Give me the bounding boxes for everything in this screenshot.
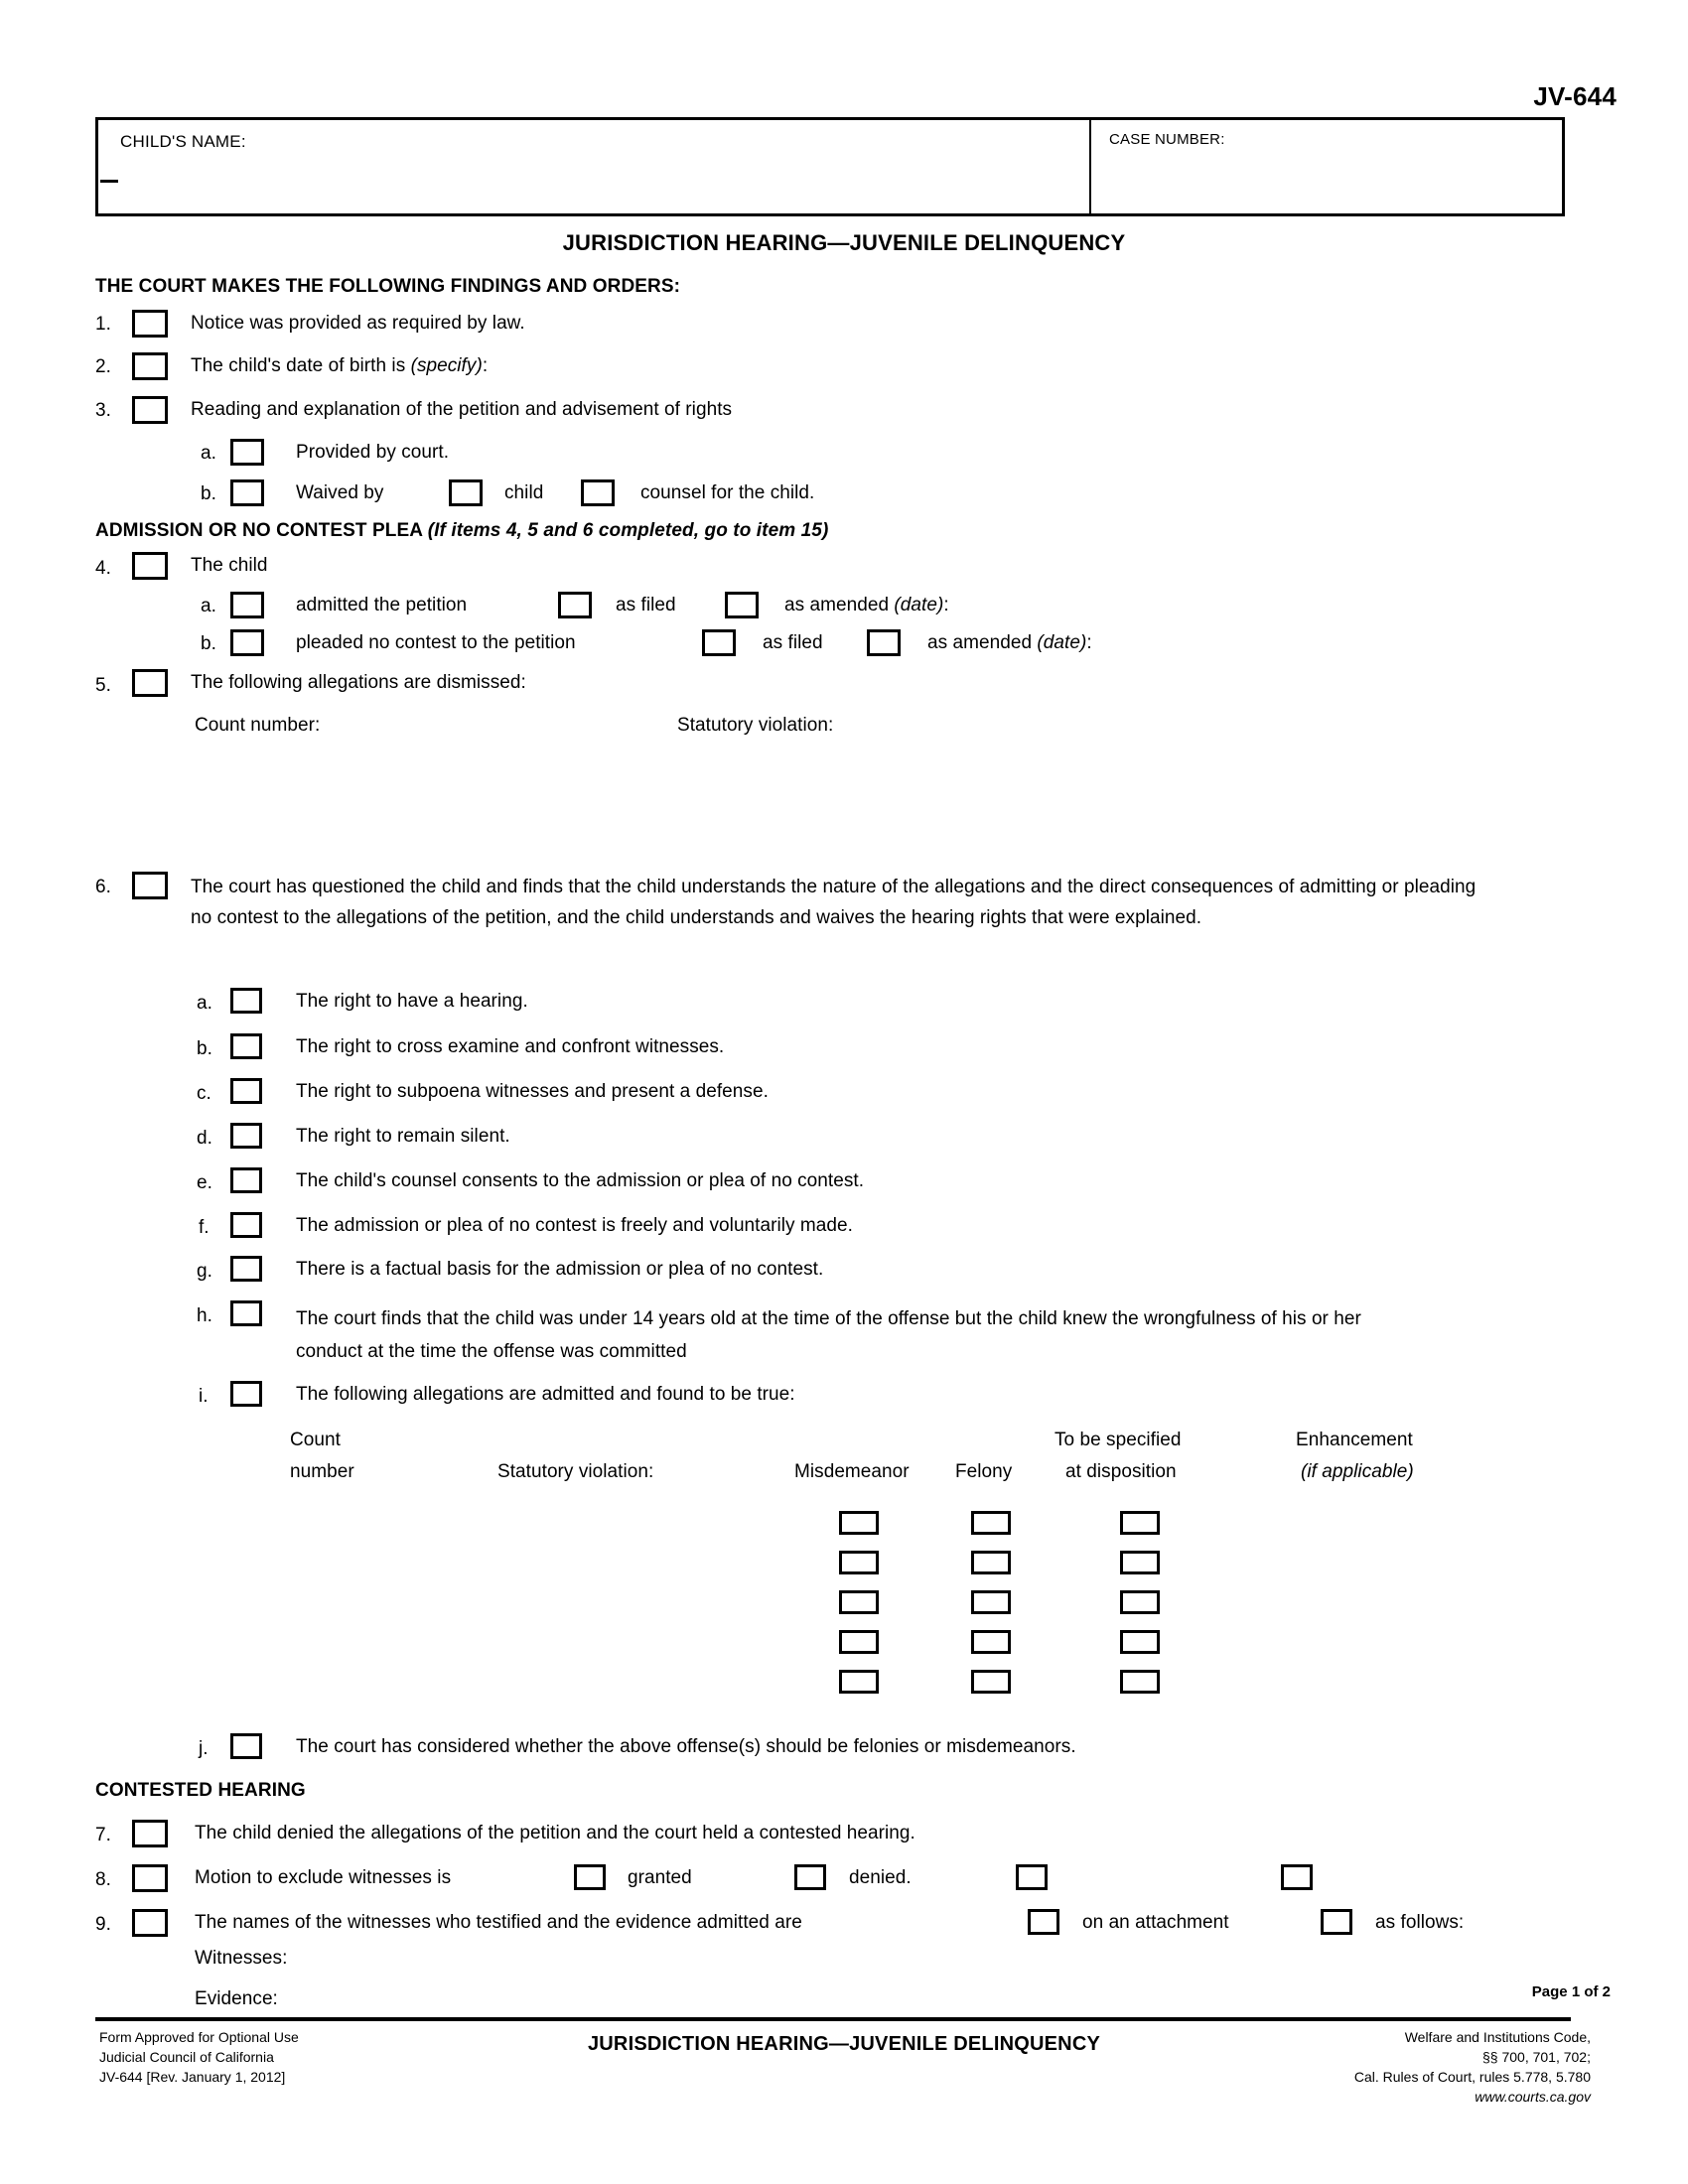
item-3b-text: Waived by [296, 482, 384, 503]
table-row-5-disposition-checkbox[interactable] [1120, 1670, 1160, 1694]
footer-url: www.courts.ca.gov [1475, 2089, 1591, 2105]
item-6d-text: The right to remain silent. [296, 1126, 510, 1147]
table-header-enhancement-line1: Enhancement [1296, 1430, 1413, 1450]
item-8-denied-checkbox[interactable] [794, 1864, 826, 1890]
footer-title: JURISDICTION HEARING—JUVENILE DELINQUENCY [587, 2033, 1101, 2055]
admission-heading-main: ADMISSION OR NO CONTEST PLEA [95, 520, 428, 541]
footer-approval-line: Form Approved for Optional Use [99, 2029, 299, 2045]
item-3-number: 3. [95, 400, 111, 421]
item-4-number: 4. [95, 558, 111, 579]
page-indicator: Page 1 of 2 [1531, 1983, 1611, 2000]
item-4-checkbox[interactable] [132, 552, 168, 580]
table-row-2-felony-checkbox[interactable] [971, 1551, 1011, 1574]
child-name-label: CHILD'S NAME: [120, 132, 246, 151]
item-2-text-part1: The child's date of birth is [191, 355, 411, 376]
item-3b-child-label: child [504, 482, 544, 503]
item-4b-asfiled-checkbox[interactable] [702, 629, 736, 656]
item-2-text [191, 355, 488, 377]
item-9-witnesses-label: Witnesses: [195, 1948, 288, 1969]
item-8-text: Motion to exclude witnesses is [195, 1867, 452, 1888]
case-number-label: CASE NUMBER: [1109, 131, 1225, 148]
item-7-checkbox[interactable] [132, 1820, 168, 1847]
table-header-misdemeanor: Misdemeanor [794, 1461, 910, 1482]
contested-heading: CONTESTED HEARING [95, 1780, 306, 1801]
item-4a-asfiled-checkbox[interactable] [558, 592, 592, 618]
item-3b-checkbox[interactable] [230, 479, 264, 506]
form-number: JV-644 [1533, 81, 1617, 111]
item-6a-letter: a. [197, 993, 212, 1014]
item-4b-colon: : [1086, 632, 1092, 653]
item-6a-text: The right to have a hearing. [296, 991, 528, 1012]
item-9-attachment-label: on an attachment [1082, 1912, 1229, 1933]
item-3b-counsel-checkbox[interactable] [581, 479, 615, 506]
item-4a-asamended-text: as amended [784, 595, 895, 615]
table-header-count-line2: number [290, 1461, 354, 1482]
item-1-number: 1. [95, 314, 111, 335]
item-6j-letter: j. [199, 1738, 209, 1759]
footer-divider [95, 2017, 1571, 2021]
item-4a-asamended-label [784, 595, 949, 616]
item-4a-date: (date) [894, 595, 944, 615]
case-number-cell[interactable] [1091, 120, 1562, 213]
item-6e-checkbox[interactable] [230, 1167, 262, 1193]
item-8-extra-checkbox-2[interactable] [1281, 1864, 1313, 1890]
item-6d-checkbox[interactable] [230, 1123, 262, 1149]
item-4a-asfiled-label: as filed [616, 595, 676, 615]
item-3a-checkbox[interactable] [230, 439, 264, 466]
table-row-4-misdemeanor-checkbox[interactable] [839, 1630, 879, 1654]
item-3b-child-checkbox[interactable] [449, 479, 483, 506]
caption-box [95, 117, 1565, 216]
table-header-enhancement-line2: (if applicable) [1301, 1461, 1414, 1482]
item-6f-text: The admission or plea of no contest is freely and voluntarily made. [296, 1215, 853, 1236]
table-row-5-felony-checkbox[interactable] [971, 1670, 1011, 1694]
item-6b-checkbox[interactable] [230, 1033, 262, 1059]
item-3a-letter: a. [201, 443, 216, 464]
item-5-count-label: Count number: [195, 715, 321, 736]
item-6e-letter: e. [197, 1172, 212, 1193]
item-6c-text: The right to subpoena witnesses and present a defense. [296, 1081, 769, 1102]
item-6a-checkbox[interactable] [230, 988, 262, 1014]
table-row-3-misdemeanor-checkbox[interactable] [839, 1590, 879, 1614]
findings-heading: THE COURT MAKES THE FOLLOWING FINDINGS AND ORDERS: [95, 276, 681, 297]
item-1-text: Notice was provided as required by law. [191, 313, 525, 334]
table-header-felony: Felony [955, 1461, 1013, 1482]
table-row-3-felony-checkbox[interactable] [971, 1590, 1011, 1614]
item-6f-checkbox[interactable] [230, 1212, 262, 1238]
item-3b-letter: b. [201, 483, 216, 504]
table-row-2-disposition-checkbox[interactable] [1120, 1551, 1160, 1574]
footer-revision-line: JV-644 [Rev. January 1, 2012] [99, 2069, 286, 2085]
table-row-2-misdemeanor-checkbox[interactable] [839, 1551, 879, 1574]
item-4b-asamended-label [927, 632, 1092, 654]
item-6h-text: The court finds that the child was under 14 years old at the time of the offense but the child knew the wrongfulness of his or her conduct at the time the offense was committed [296, 1308, 1361, 1362]
item-6h-checkbox[interactable] [230, 1300, 262, 1326]
item-4a-text: admitted the petition [296, 595, 468, 615]
item-8-granted-label: granted [628, 1867, 692, 1888]
footer-right-block [1354, 2027, 1591, 2107]
item-9-asfollows-checkbox[interactable] [1321, 1909, 1352, 1935]
item-5-statutory-label: Statutory violation: [677, 715, 834, 736]
item-6g-text: There is a factual basis for the admission or plea of no contest. [296, 1259, 824, 1280]
item-4a-colon: : [943, 595, 949, 615]
table-row-4-disposition-checkbox[interactable] [1120, 1630, 1160, 1654]
footer-rules-line: Cal. Rules of Court, rules 5.778, 5.780 [1353, 2069, 1591, 2085]
admission-heading [95, 520, 828, 542]
table-header-disposition-line2: at disposition [1065, 1461, 1177, 1482]
item-2-number: 2. [95, 356, 111, 377]
table-row-1-misdemeanor-checkbox[interactable] [839, 1511, 879, 1535]
item-4b-asamended-text: as amended [927, 632, 1038, 653]
item-3a-text: Provided by court. [296, 442, 450, 463]
item-3-text: Reading and explanation of the petition and advisement of rights [191, 399, 733, 420]
page-title: JURISDICTION HEARING—JUVENILE DELINQUENCY [562, 230, 1126, 255]
item-8-extra-checkbox-1[interactable] [1016, 1864, 1048, 1890]
item-6i-checkbox[interactable] [230, 1381, 262, 1407]
item-2-checkbox[interactable] [132, 352, 168, 380]
item-3b-counsel-label: counsel for the child. [640, 482, 815, 503]
item-8-denied-label: denied. [849, 1867, 912, 1888]
footer-sections-line: §§ 700, 701, 702; [1482, 2049, 1591, 2065]
admission-heading-note: (If items 4, 5 and 6 completed, go to item 15) [427, 520, 829, 541]
item-4a-checkbox[interactable] [230, 592, 264, 618]
item-4a-asamended-checkbox[interactable] [725, 592, 759, 618]
item-6e-text: The child's counsel consents to the admission or plea of no contest. [296, 1170, 865, 1191]
item-4b-asamended-checkbox[interactable] [867, 629, 901, 656]
item-9-text: The names of the witnesses who testified and the evidence admitted are [195, 1912, 802, 1933]
item-2-colon: : [482, 355, 489, 376]
item-6c-letter: c. [197, 1083, 211, 1104]
item-5-number: 5. [95, 675, 111, 696]
item-6i-letter: i. [199, 1386, 209, 1407]
item-9-attachment-checkbox[interactable] [1028, 1909, 1059, 1935]
table-row-5-misdemeanor-checkbox[interactable] [839, 1670, 879, 1694]
item-4b-asfiled-label: as filed [763, 632, 823, 653]
child-name-cell[interactable] [98, 120, 1091, 213]
item-6c-checkbox[interactable] [230, 1078, 262, 1104]
table-row-1-disposition-checkbox[interactable] [1120, 1511, 1160, 1535]
item-4b-letter: b. [201, 633, 216, 654]
item-6g-checkbox[interactable] [230, 1256, 262, 1282]
item-8-checkbox[interactable] [132, 1864, 168, 1892]
item-6h-letter: h. [197, 1305, 212, 1326]
item-9-evidence-label: Evidence: [195, 1988, 278, 2009]
footer-code-line: Welfare and Institutions Code, [1404, 2029, 1591, 2045]
table-header-statutory: Statutory violation: [497, 1461, 654, 1482]
item-6-text: The court has questioned the child and finds that the child understands the nature of the allegations and the direct consequences of admitting or pleading no contest to the allegations of the petition, and the child understands and waives the hearing rights that were explained. [191, 877, 1477, 928]
item-6d-letter: d. [197, 1128, 212, 1149]
footer-council-line: Judicial Council of California [99, 2049, 274, 2065]
item-6-number: 6. [95, 877, 111, 897]
item-6b-text: The right to cross examine and confront witnesses. [296, 1036, 725, 1057]
item-6g-letter: g. [197, 1261, 212, 1282]
item-6f-letter: f. [199, 1217, 210, 1238]
item-6j-checkbox[interactable] [230, 1733, 262, 1759]
item-5-checkbox[interactable] [132, 669, 168, 697]
item-4b-text: pleaded no contest to the petition [296, 632, 576, 653]
item-4b-date: (date) [1037, 632, 1087, 653]
table-row-3-disposition-checkbox[interactable] [1120, 1590, 1160, 1614]
item-2-specify: (specify) [410, 355, 483, 376]
item-7-number: 7. [95, 1825, 111, 1845]
item-9-asfollows-label: as follows: [1375, 1912, 1465, 1933]
item-9-checkbox[interactable] [132, 1909, 168, 1937]
item-6b-letter: b. [197, 1038, 212, 1059]
item-6j-text: The court has considered whether the above offense(s) should be felonies or misdemeanors. [296, 1736, 1076, 1757]
table-header-disposition-line1: To be specified [1055, 1430, 1182, 1450]
item-8-number: 8. [95, 1869, 111, 1890]
item-3-checkbox[interactable] [132, 396, 168, 424]
item-8-granted-checkbox[interactable] [574, 1864, 606, 1890]
item-7-text: The child denied the allegations of the petition and the court held a contested hearing. [195, 1823, 915, 1843]
caption-dash-mark [100, 180, 118, 183]
item-1-checkbox[interactable] [132, 310, 168, 338]
item-6i-text: The following allegations are admitted and found to be true: [296, 1384, 795, 1405]
item-9-number: 9. [95, 1914, 111, 1935]
item-5-text: The following allegations are dismissed: [191, 672, 526, 693]
item-4b-checkbox[interactable] [230, 629, 264, 656]
item-4a-letter: a. [201, 596, 216, 616]
item-4-text: The child [191, 555, 268, 576]
item-6-checkbox[interactable] [132, 872, 168, 899]
table-row-1-felony-checkbox[interactable] [971, 1511, 1011, 1535]
table-header-count-line1: Count [290, 1430, 341, 1450]
table-row-4-felony-checkbox[interactable] [971, 1630, 1011, 1654]
